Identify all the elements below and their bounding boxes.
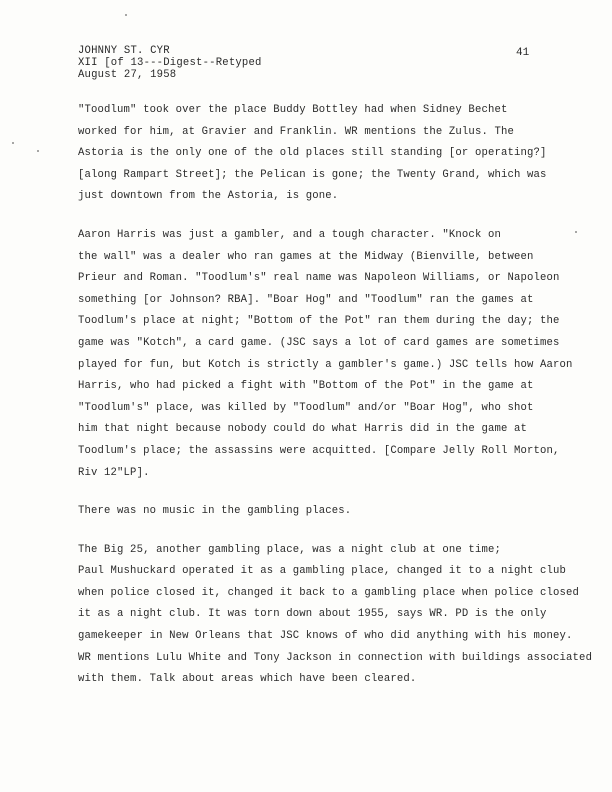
text-line: when police closed it, changed it back to a gambling place when police closed [78,586,580,599]
document-header [78,45,262,81]
header-line: August 27, 1958 [78,69,177,81]
text-line: just downtown from the Astoria, is gone. [78,190,339,203]
body-text [78,100,593,708]
text-line: something [or Johnson? RBA]. "Boar Hog" and "Toodlum" ran the games at [78,293,534,306]
text-line: played for fun, but Kotch is strictly a gambler's game.) JSC tells how Aaron [78,358,573,371]
text-line: "Toodlum's" place, was killed by "Toodlum" and/or "Boar Hog", who shot [78,401,534,414]
text-line: There was no music in the gambling places. [78,505,352,518]
header-line: JOHNNY ST. CYR [78,45,170,57]
paragraph [78,501,578,523]
text-line: "Toodlum" took over the place Buddy Bottley had when Sidney Bechet [78,104,508,116]
header-line: XII [of 13---Digest--Retyped [78,57,262,69]
scan-speck [37,150,39,152]
scan-speck [575,231,577,233]
text-line: Riv 12"LP]. [78,466,150,479]
text-line: the wall" was a dealer who ran games at the Midway (Bienville, between [78,250,534,263]
page-number: 41 [516,47,530,59]
text-line: him that night because nobody could do what Harris did in the game at [78,423,528,436]
text-line: Paul Mushuckard operated it as a gambling place, changed it to a night club [78,565,567,578]
text-line: WR mentions Lulu White and Tony Jackson in connection with buildings associated [78,651,593,664]
text-line: Toodlum's place at night; "Bottom of the Pot" ran them during the day; the [78,315,560,328]
text-line: gamekeeper in New Orleans that JSC knows of who did anything with his money. [78,630,573,643]
paragraph [78,540,593,691]
text-line: worked for him, at Gravier and Franklin. WR mentions the Zulus. The [78,125,514,138]
text-line: with them. Talk about areas which have been cleared. [78,673,417,686]
text-line: Harris, who had picked a fight with "Bottom of the Pot" in the game at [78,380,534,393]
text-line: Aaron Harris was just a gambler, and a tough character. "Knock on [78,228,501,241]
text-line: [along Rampart Street]; the Pelican is gone; the Twenty Grand, which was [78,168,547,181]
scan-speck [125,14,127,16]
text-line: game was "Kotch", a card game. (JSC says a lot of card games are sometimes [78,336,560,349]
scan-speck [12,142,14,144]
text-line: The Big 25, another gambling place, was a night club at one time; [78,543,501,556]
text-line: Toodlum's place; the assassins were acquitted. [Compare Jelly Roll Morton, [78,444,560,457]
paragraph [78,225,578,484]
text-line: it as a night club. It was torn down about 1955, says WR. PD is the only [78,608,547,621]
paragraph [78,100,578,208]
text-line: Astoria is the only one of the old places still standing [or operating?] [78,147,547,160]
text-line: Prieur and Roman. "Toodlum's" real name was Napoleon Williams, or Napoleon [78,272,560,285]
